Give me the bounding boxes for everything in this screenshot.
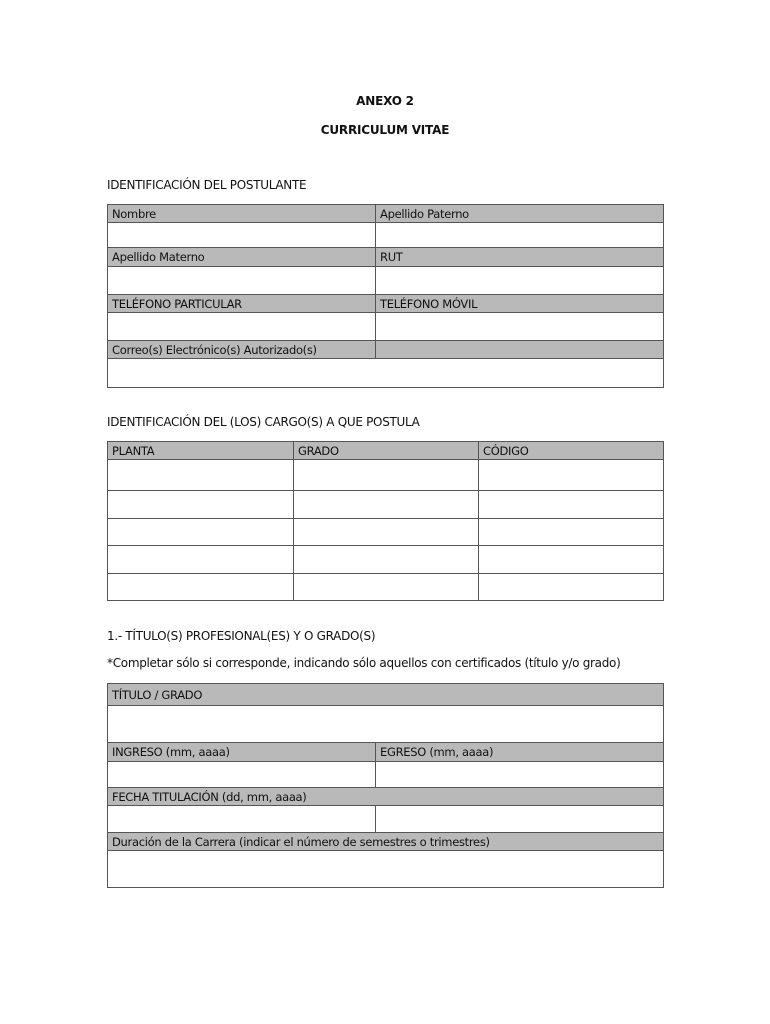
codigo-cell[interactable] — [479, 460, 664, 491]
annex-number: ANEXO 2 — [356, 94, 414, 108]
correo-label: Correo(s) Electrónico(s) Autorizado(s) — [108, 341, 376, 359]
table-row — [108, 574, 664, 601]
egreso-field[interactable] — [376, 762, 664, 788]
telefono-particular-field[interactable] — [108, 313, 376, 341]
apellido-materno-label: Apellido Materno — [108, 248, 376, 267]
fecha-titulacion-field-2[interactable] — [376, 806, 664, 833]
planta-cell[interactable] — [108, 460, 294, 491]
titulo-grado-label: TÍTULO / GRADO — [108, 684, 664, 706]
rut-label: RUT — [376, 248, 664, 267]
grado-cell[interactable] — [294, 519, 479, 546]
apellido-materno-field[interactable] — [108, 267, 376, 295]
duracion-label: Duración de la Carrera (indicar el número de semestres o trimestres) — [108, 833, 664, 851]
codigo-cell[interactable] — [479, 519, 664, 546]
grado-column-header: GRADO — [294, 442, 479, 460]
telefono-particular-label: TELÉFONO PARTICULAR — [108, 295, 376, 313]
duracion-field[interactable] — [108, 851, 664, 888]
codigo-column-header: CÓDIGO — [479, 442, 664, 460]
planta-cell[interactable] — [108, 491, 294, 519]
degrees-section-note: *Completar sólo si corresponde, indicando sólo aquellos con certificados (título y/o grado) — [107, 656, 621, 670]
fecha-titulacion-label: FECHA TITULACIÓN (dd, mm, aaaa) — [108, 788, 664, 806]
egreso-label: EGRESO (mm, aaaa) — [376, 743, 664, 762]
planta-cell[interactable] — [108, 519, 294, 546]
grado-cell[interactable] — [294, 574, 479, 601]
degrees-table — [107, 683, 664, 888]
fecha-titulacion-field[interactable] — [108, 806, 376, 833]
ingreso-field[interactable] — [108, 762, 376, 788]
table-row — [108, 546, 664, 574]
correo-label-filler — [376, 341, 664, 359]
positions-section-heading: IDENTIFICACIÓN DEL (LOS) CARGO(S) A QUE POSTULA — [107, 415, 420, 429]
grado-cell[interactable] — [294, 546, 479, 574]
codigo-cell[interactable] — [479, 574, 664, 601]
titulo-grado-field[interactable] — [108, 706, 664, 743]
planta-cell[interactable] — [108, 574, 294, 601]
correo-field[interactable] — [108, 359, 664, 388]
ingreso-label: INGRESO (mm, aaaa) — [108, 743, 376, 762]
table-row — [108, 519, 664, 546]
telefono-movil-field[interactable] — [376, 313, 664, 341]
table-row — [108, 460, 664, 491]
codigo-cell[interactable] — [479, 491, 664, 519]
apellido-paterno-label: Apellido Paterno — [376, 205, 664, 223]
document-title: CURRICULUM VITAE — [320, 123, 450, 137]
codigo-cell[interactable] — [479, 546, 664, 574]
grado-cell[interactable] — [294, 491, 479, 519]
applicant-table — [107, 204, 664, 388]
rut-field[interactable] — [376, 267, 664, 295]
degrees-section-heading: 1.- TÍTULO(S) PROFESIONAL(ES) Y O GRADO(S) — [107, 629, 376, 643]
planta-column-header: PLANTA — [108, 442, 294, 460]
grado-cell[interactable] — [294, 460, 479, 491]
apellido-paterno-field[interactable] — [376, 223, 664, 248]
nombre-field[interactable] — [108, 223, 376, 248]
table-row — [108, 491, 664, 519]
planta-cell[interactable] — [108, 546, 294, 574]
nombre-label: Nombre — [108, 205, 376, 223]
positions-table — [107, 441, 664, 601]
applicant-section-heading: IDENTIFICACIÓN DEL POSTULANTE — [107, 178, 307, 192]
telefono-movil-label: TELÉFONO MÓVIL — [376, 295, 664, 313]
